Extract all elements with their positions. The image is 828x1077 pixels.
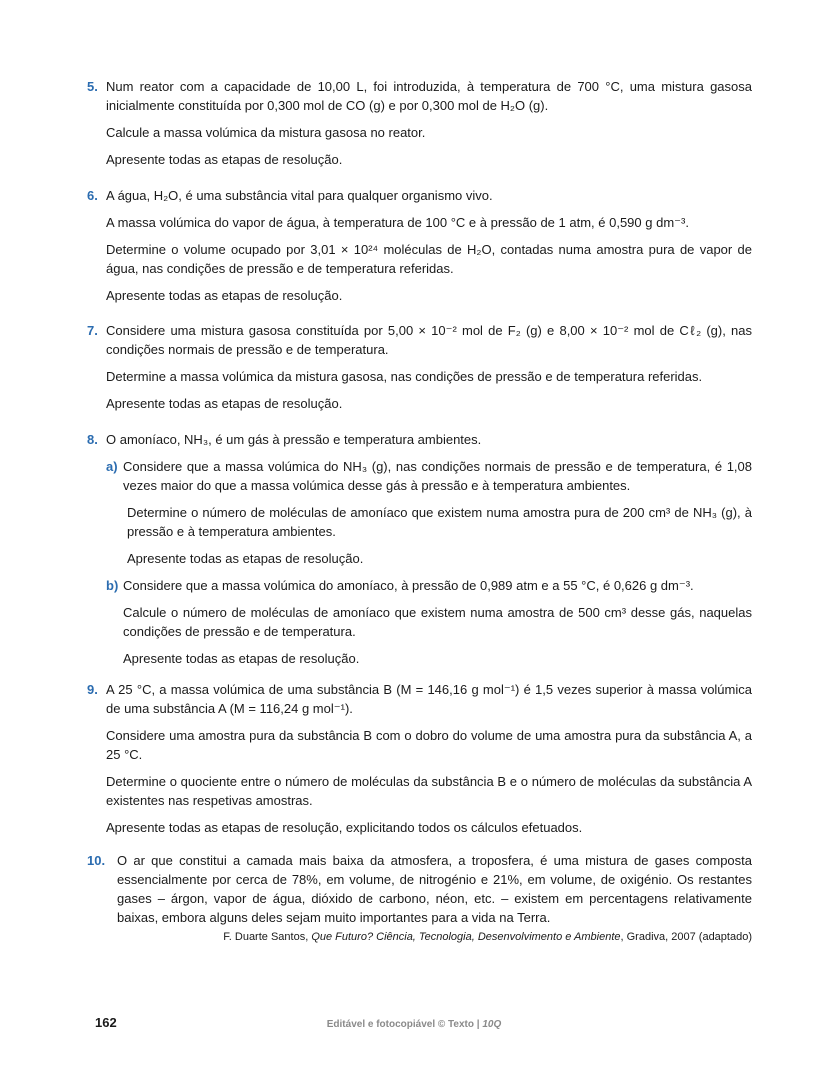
subquestion-text: Considere que a massa volúmica do NH₃ (g), nas condições normais de pressão e de temperatura, é 1,08 vezes maior do que a massa volúmica desse gás à pressão e à temperatura ambientes.: [123, 459, 752, 493]
question-text: A água, H₂O, é uma substância vital para qualquer organismo vivo.: [106, 188, 493, 203]
subquestion-label: b): [106, 578, 119, 593]
subquestion-text: Considere que a massa volúmica do amoníaco, à pressão de 0,989 atm e a 55 °C, é 0,626 g dm⁻³.: [123, 578, 694, 593]
source-author: F. Duarte Santos,: [223, 931, 312, 943]
question-instruction: Apresente todas as etapas de resolução.: [106, 152, 343, 167]
question-instruction: Apresente todas as etapas de resolução.: [106, 288, 343, 303]
source-publisher: , Gradiva, 2007 (adaptado): [620, 931, 752, 943]
question-number: 10.: [87, 853, 106, 868]
question-text: Determine a massa volúmica da mistura gasosa, nas condições de pressão e de temperatura referidas.: [106, 369, 703, 384]
footer-text: Editável e fotocopiável © Texto |: [326, 1019, 483, 1030]
source-title: Que Futuro? Ciência, Tecnologia, Desenvolvimento e Ambiente: [311, 931, 621, 943]
question-number: 8.: [87, 432, 98, 447]
question-text: Considere uma amostra pura da substância B com o dobro do volume de uma amostra pura da substância A, a 25 °C.: [106, 728, 752, 762]
footer-code: 10Q: [482, 1019, 502, 1030]
subquestion-b: [106, 576, 752, 668]
question-text: O amoníaco, NH₃, é um gás à pressão e temperatura ambientes.: [106, 432, 482, 447]
subquestion-text: Determine o número de moléculas de amoníaco que existem numa amostra pura de 200 cm³ de NH₃ (g), à pressão e à temperatura ambientes.: [127, 505, 752, 539]
question-8: [87, 430, 752, 676]
question-7: [87, 321, 752, 421]
question-text: O ar que constitui a camada mais baixa da atmosfera, a troposfera, é uma mistura de gases composta essencialmente por cerca de 78%, em volume, de nitrogénio e 21%, em volume, de oxigénio. Os restantes gases – árgon, vapor de água, dióxido de carbono, néon, etc. – existem em percentagens relativamente baixas, embora alguns deles sejam muito importantes para a vida na Terra.: [117, 853, 752, 925]
subquestion-instruction: Apresente todas as etapas de resolução.: [123, 651, 360, 666]
question-10: [87, 851, 752, 935]
question-number: 9.: [87, 682, 98, 697]
question-text: A massa volúmica do vapor de água, à temperatura de 100 °C e à pressão de 1 atm, é 0,590 g dm⁻³.: [106, 215, 689, 230]
source-citation: [152, 930, 752, 945]
subquestion-text: Calcule o número de moléculas de amoníaco que existem numa amostra de 500 cm³ desse gás, naquelas condições de pressão e de temperatura.: [123, 605, 752, 639]
question-number: 5.: [87, 79, 98, 94]
question-9: [87, 680, 752, 845]
question-text: Determine o volume ocupado por 3,01 × 10²⁴ moléculas de H₂O, contadas numa amostra pura de vapor de água, nas condições de pressão e de temperatura referidas.: [106, 242, 752, 276]
question-text: Determine o quociente entre o número de moléculas da substância B e o número de moléculas da substância A existentes nas respetivas amostras.: [106, 774, 752, 808]
question-5: [87, 77, 752, 177]
question-instruction: Apresente todas as etapas de resolução, explicitando todos os cálculos efetuados.: [106, 820, 583, 835]
subquestion-instruction: Apresente todas as etapas de resolução.: [127, 551, 364, 566]
question-number: 7.: [87, 323, 98, 338]
subquestion-label: a): [106, 459, 118, 474]
question-text: Calcule a massa volúmica da mistura gasosa no reator.: [106, 125, 426, 140]
subquestion-a: [106, 457, 752, 568]
question-text: Considere uma mistura gasosa constituída por 5,00 × 10⁻² mol de F₂ (g) e 8,00 × 10⁻² mol de Cℓ₂ (g), nas condições normais de pressão e de temperatura.: [106, 323, 752, 357]
question-number: 6.: [87, 188, 98, 203]
question-text: A 25 °C, a massa volúmica de uma substância B (M = 146,16 g mol⁻¹) é 1,5 vezes superior à massa volúmica de uma substância A (M = 116,24 g mol⁻¹).: [106, 682, 752, 716]
footer-copyright: [0, 1015, 828, 1034]
question-text: Num reator com a capacidade de 10,00 L, foi introduzida, à temperatura de 700 °C, uma mistura gasosa inicialmente constituída por 0,300 mol de CO (g) e por 0,300 mol de H₂O (g).: [106, 79, 752, 113]
question-instruction: Apresente todas as etapas de resolução.: [106, 396, 343, 411]
question-6: [87, 186, 752, 313]
page-number: 162: [95, 1015, 117, 1030]
